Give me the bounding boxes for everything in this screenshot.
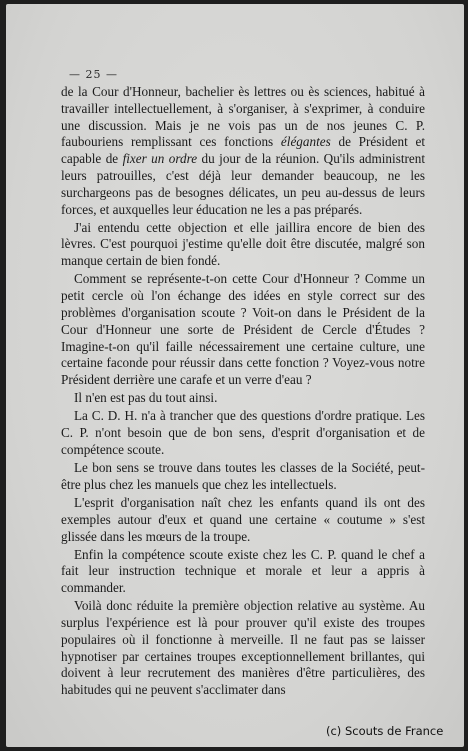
paragraph xyxy=(61,495,425,545)
book-page xyxy=(6,4,464,747)
text-run: du jour de la réunion. Qu'ils administrent leurs patrouilles, c'est déjà leur demander beaucoup, ne les surchargeons pas de besognes délicates, un peu au-dessus de leurs forces, et auxquelles leur éducation ne les a pas préparés. xyxy=(61,151,425,217)
paragraph xyxy=(61,408,425,458)
paragraph xyxy=(61,84,425,218)
text-run: La C. D. H. n'a à trancher que des questions d'ordre pratique. Les C. P. n'ont besoin que de bon sens, d'esprit d'organisation et de compétence scoute. xyxy=(61,408,425,457)
text-run: Voilà donc réduite la première objection relative au système. Au surplus l'expérience est là pour prouver qu'il existe des troupes populaires où il fonctionne à merveille. Il ne faut pas se laisser hypnotiser par certaines troupes exceptionnellement brillantes, qui doivent à leur recrutement des manières d'être particulières, des habitudes qui ne peuvent s'acclimater dans xyxy=(61,598,425,698)
text-run: de la Cour d'Honneur, bachelier ès lettres ou ès sciences, habitué à travailler intellectuellement, à s'organiser, à s'exprimer, à conduire une discussion. Mais je ne vois pas un de nos jeunes C. P. faubouriens remplissant ces fonctions xyxy=(61,84,425,150)
italic-text: élégantes xyxy=(280,134,331,150)
text-run: Il n'en est pas du tout ainsi. xyxy=(74,390,218,406)
paragraph xyxy=(61,598,425,699)
paragraph xyxy=(61,390,425,407)
body-text xyxy=(61,84,425,699)
paragraph xyxy=(61,547,425,597)
paragraph xyxy=(61,220,425,270)
text-run: Le bon sens se trouve dans toutes les classes de la Société, peut-être plus chez les manuels que chez les intellectuels. xyxy=(61,460,425,492)
paragraph xyxy=(61,460,425,494)
text-run: L'esprit d'organisation naît chez les enfants quand ils ont des exemples autour d'eux et quand une certaine « coutume » s'est glissée dans les mœurs de la troupe. xyxy=(61,494,425,544)
text-run: J'ai entendu cette objection et elle jaillira encore de bien des lèvres. C'est pourquoi j'estime qu'elle doit être discutée, malgré son manque certain de bien fondé. xyxy=(61,219,425,269)
text-run: Enfin la compétence scoute existe chez les C. P. quand le chef a fait leur instruction technique et morale et leur a appris à commander. xyxy=(61,546,425,596)
paragraph xyxy=(61,271,425,389)
italic-text: fixer un ordre xyxy=(122,151,198,167)
page-number: — 25 — xyxy=(69,68,118,81)
text-run: de Président et capable de xyxy=(61,134,425,167)
text-run: Comment se représente-t-on cette Cour d'Honneur ? Comme un petit cercle où l'on échange des idées en style correct sur des problèmes d'organisation scoute ? Voit-on dans le Président de la Cour d'Honneur une sorte de Président de Cercle d'Études ? Imagine-t-on qu'il faille nécessairement une certaine culture, une certaine faconde pour réussir dans cette fonction ? Voyez-vous notre Président derrière une carafe et un verre d'eau ? xyxy=(61,271,425,388)
copyright-watermark: (c) Scouts de France xyxy=(326,724,444,738)
